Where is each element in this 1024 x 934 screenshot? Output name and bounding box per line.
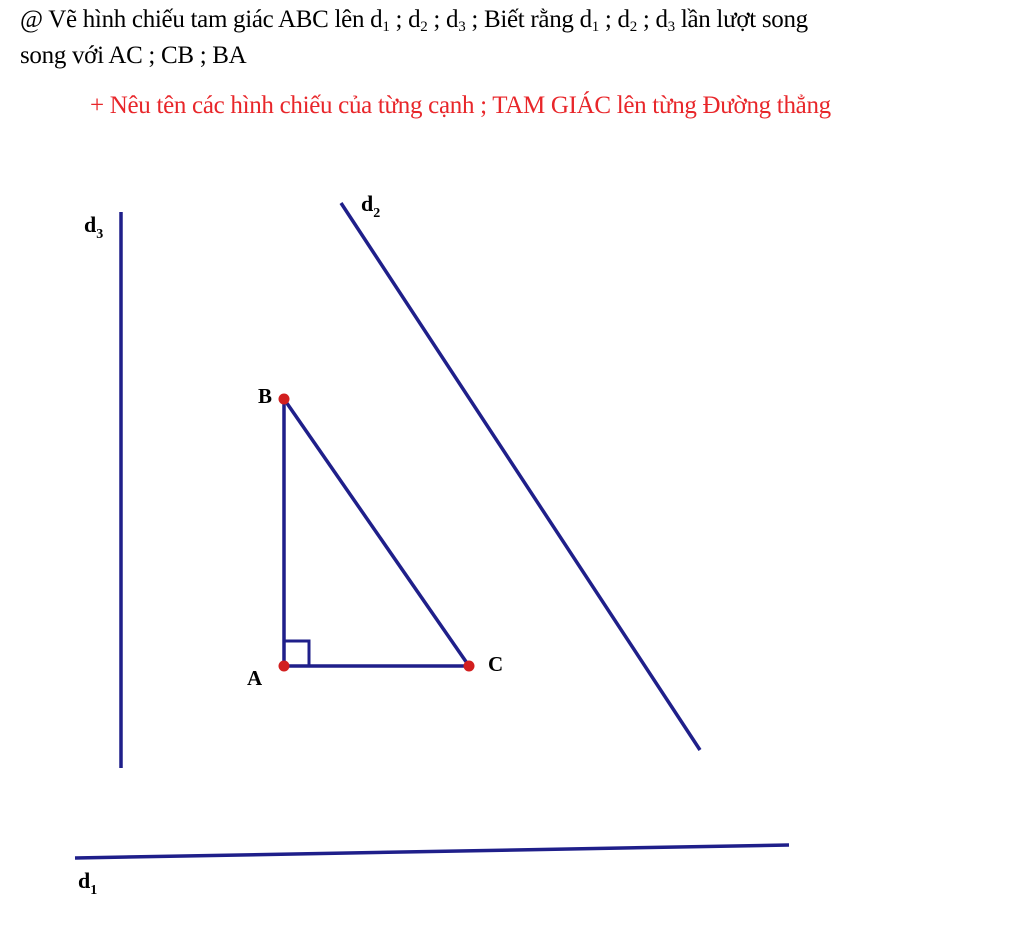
heading-d1-sub: 1 [382, 19, 390, 35]
heading-d2-sub: 2 [629, 19, 637, 35]
point-a [279, 661, 290, 672]
label-d1-sub: 1 [90, 883, 98, 898]
heading-d1: d [579, 6, 592, 33]
label-d1-letter: d [78, 868, 91, 893]
label-d2 [361, 191, 380, 221]
label-d2-letter: d [361, 191, 374, 216]
label-d2-sub: 2 [373, 206, 381, 221]
label-d3-letter: d [84, 212, 97, 237]
label-d3-sub: 3 [96, 227, 104, 242]
line-d1 [75, 845, 789, 858]
label-a: A [247, 666, 263, 690]
heading-d2: d [617, 6, 630, 33]
heading-sep: ; [636, 6, 656, 33]
heading-text: @ Vẽ hình chiếu tam giác ABC lên [20, 6, 371, 33]
heading-d3: d [446, 6, 459, 33]
label-d1 [78, 868, 97, 898]
point-b [279, 394, 290, 405]
heading-text: ; Biết rằng [465, 6, 580, 33]
heading-text: lần lượt song [674, 6, 808, 33]
line-d2 [341, 203, 700, 750]
heading-d2: d [408, 6, 421, 33]
heading-line-2: song với AC ; CB ; BA [20, 42, 247, 69]
label-c: C [488, 652, 504, 676]
task-text: + Nêu tên các hình chiếu của từng cạnh ; TAM GIÁC lên từng Đường thẳng [90, 92, 831, 119]
heading-sep: ; [389, 6, 409, 33]
heading-d1: d [370, 6, 383, 33]
heading-d1-sub: 1 [591, 19, 599, 35]
heading-d3: d [655, 6, 668, 33]
heading-d2-sub: 2 [420, 19, 428, 35]
label-d3 [84, 212, 103, 242]
segment-bc [284, 399, 469, 666]
heading-sep: ; [598, 6, 618, 33]
heading-d3-sub: 3 [667, 19, 675, 35]
label-b: B [258, 384, 273, 408]
heading-d3-sub: 3 [458, 19, 466, 35]
heading-sep: ; [427, 6, 447, 33]
point-c [464, 661, 475, 672]
